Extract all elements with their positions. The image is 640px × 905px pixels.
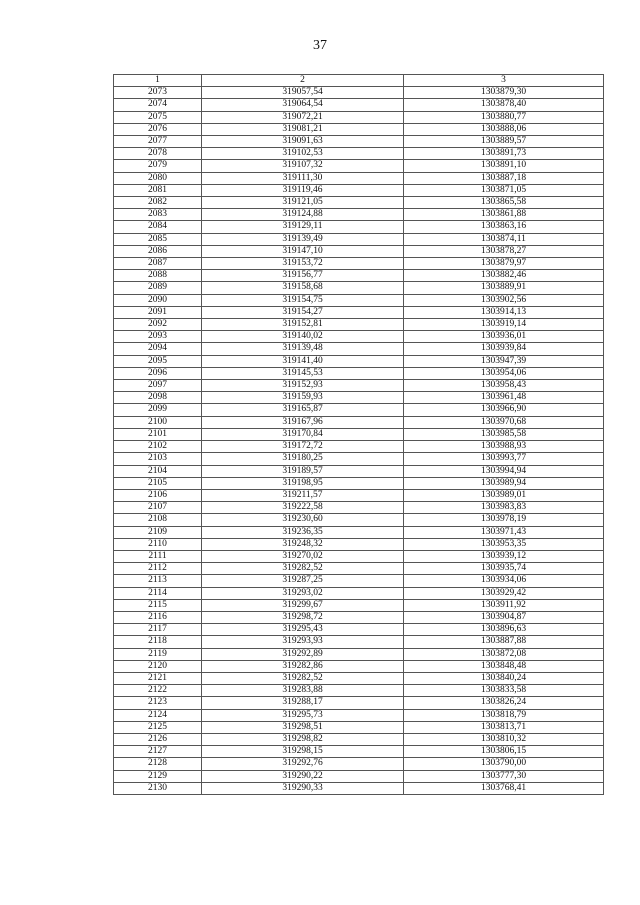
y-coordinate-cell: 1303983,83 xyxy=(404,502,604,514)
x-coordinate-cell: 319295,73 xyxy=(202,709,404,721)
x-coordinate-cell: 319298,51 xyxy=(202,721,404,733)
point-number-cell: 2096 xyxy=(114,367,202,379)
y-coordinate-cell: 1303888,06 xyxy=(404,123,604,135)
y-coordinate-cell: 1303833,58 xyxy=(404,685,604,697)
x-coordinate-cell: 319198,95 xyxy=(202,477,404,489)
point-number-cell: 2079 xyxy=(114,160,202,172)
table-row xyxy=(114,282,604,294)
table-row xyxy=(114,380,604,392)
x-coordinate-cell: 319156,77 xyxy=(202,270,404,282)
x-coordinate-cell: 319295,43 xyxy=(202,624,404,636)
point-number-cell: 2125 xyxy=(114,721,202,733)
table-row xyxy=(114,563,604,575)
x-coordinate-cell: 319292,89 xyxy=(202,648,404,660)
y-coordinate-cell: 1303936,01 xyxy=(404,331,604,343)
point-number-cell: 2117 xyxy=(114,624,202,636)
point-number-cell: 2084 xyxy=(114,221,202,233)
y-coordinate-cell: 1303935,74 xyxy=(404,563,604,575)
y-coordinate-cell: 1303810,32 xyxy=(404,733,604,745)
y-coordinate-cell: 1303813,71 xyxy=(404,721,604,733)
point-number-cell: 2123 xyxy=(114,697,202,709)
x-coordinate-cell: 319236,35 xyxy=(202,526,404,538)
table-row xyxy=(114,538,604,550)
y-coordinate-cell: 1303989,01 xyxy=(404,489,604,501)
x-coordinate-cell: 319139,49 xyxy=(202,233,404,245)
point-number-cell: 2078 xyxy=(114,148,202,160)
table-row xyxy=(114,502,604,514)
point-number-cell: 2118 xyxy=(114,636,202,648)
point-number-cell: 2113 xyxy=(114,575,202,587)
point-number-cell: 2109 xyxy=(114,526,202,538)
table-row xyxy=(114,343,604,355)
column-header-point-number: 1 xyxy=(114,75,202,87)
y-coordinate-cell: 1303878,40 xyxy=(404,99,604,111)
point-number-cell: 2080 xyxy=(114,172,202,184)
y-coordinate-cell: 1303863,16 xyxy=(404,221,604,233)
y-coordinate-cell: 1303970,68 xyxy=(404,416,604,428)
x-coordinate-cell: 319154,27 xyxy=(202,306,404,318)
table-row xyxy=(114,87,604,99)
table-row xyxy=(114,148,604,160)
table-row xyxy=(114,624,604,636)
point-number-cell: 2115 xyxy=(114,599,202,611)
point-number-cell: 2108 xyxy=(114,514,202,526)
x-coordinate-cell: 319283,88 xyxy=(202,685,404,697)
table-row xyxy=(114,648,604,660)
x-coordinate-cell: 319091,63 xyxy=(202,136,404,148)
y-coordinate-cell: 1303880,77 xyxy=(404,111,604,123)
point-number-cell: 2129 xyxy=(114,770,202,782)
y-coordinate-cell: 1303889,91 xyxy=(404,282,604,294)
y-coordinate-cell: 1303874,11 xyxy=(404,233,604,245)
table-row xyxy=(114,197,604,209)
point-number-cell: 2121 xyxy=(114,672,202,684)
point-number-cell: 2124 xyxy=(114,709,202,721)
x-coordinate-cell: 319147,10 xyxy=(202,245,404,257)
table-row xyxy=(114,733,604,745)
table-row xyxy=(114,270,604,282)
point-number-cell: 2087 xyxy=(114,258,202,270)
x-coordinate-cell: 319282,86 xyxy=(202,660,404,672)
y-coordinate-cell: 1303889,57 xyxy=(404,136,604,148)
table-row xyxy=(114,782,604,794)
x-coordinate-cell: 319153,72 xyxy=(202,258,404,270)
point-number-cell: 2120 xyxy=(114,660,202,672)
page-number: 37 xyxy=(313,38,327,53)
x-coordinate-cell: 319222,58 xyxy=(202,502,404,514)
point-number-cell: 2093 xyxy=(114,331,202,343)
y-coordinate-cell: 1303887,88 xyxy=(404,636,604,648)
point-number-cell: 2089 xyxy=(114,282,202,294)
table-row xyxy=(114,672,604,684)
point-number-cell: 2081 xyxy=(114,184,202,196)
point-number-cell: 2097 xyxy=(114,380,202,392)
y-coordinate-cell: 1303840,24 xyxy=(404,672,604,684)
column-header-x-coordinate: 2 xyxy=(202,75,404,87)
y-coordinate-cell: 1303939,12 xyxy=(404,550,604,562)
point-number-cell: 2111 xyxy=(114,550,202,562)
x-coordinate-cell: 319288,17 xyxy=(202,697,404,709)
table-row xyxy=(114,599,604,611)
point-number-cell: 2130 xyxy=(114,782,202,794)
point-number-cell: 2075 xyxy=(114,111,202,123)
table-row xyxy=(114,221,604,233)
y-coordinate-cell: 1303826,24 xyxy=(404,697,604,709)
x-coordinate-cell: 319165,87 xyxy=(202,404,404,416)
table-row xyxy=(114,319,604,331)
point-number-cell: 2100 xyxy=(114,416,202,428)
x-coordinate-cell: 319298,72 xyxy=(202,611,404,623)
point-number-cell: 2126 xyxy=(114,733,202,745)
table-body xyxy=(114,87,604,795)
point-number-cell: 2091 xyxy=(114,306,202,318)
y-coordinate-cell: 1303818,79 xyxy=(404,709,604,721)
y-coordinate-cell: 1303891,73 xyxy=(404,148,604,160)
coordinates-table xyxy=(113,74,604,795)
table-row xyxy=(114,123,604,135)
x-coordinate-cell: 319102,53 xyxy=(202,148,404,160)
point-number-cell: 2102 xyxy=(114,441,202,453)
x-coordinate-cell: 319154,75 xyxy=(202,294,404,306)
table-row xyxy=(114,489,604,501)
x-coordinate-cell: 319152,81 xyxy=(202,319,404,331)
table-row xyxy=(114,367,604,379)
point-number-cell: 2082 xyxy=(114,197,202,209)
point-number-cell: 2099 xyxy=(114,404,202,416)
table-row xyxy=(114,709,604,721)
y-coordinate-cell: 1303966,90 xyxy=(404,404,604,416)
x-coordinate-cell: 319293,02 xyxy=(202,587,404,599)
y-coordinate-cell: 1303994,94 xyxy=(404,465,604,477)
table-row xyxy=(114,660,604,672)
y-coordinate-cell: 1303865,58 xyxy=(404,197,604,209)
y-coordinate-cell: 1303806,15 xyxy=(404,746,604,758)
point-number-cell: 2077 xyxy=(114,136,202,148)
table-row xyxy=(114,514,604,526)
point-number-cell: 2090 xyxy=(114,294,202,306)
x-coordinate-cell: 319282,52 xyxy=(202,672,404,684)
y-coordinate-cell: 1303953,35 xyxy=(404,538,604,550)
point-number-cell: 2103 xyxy=(114,453,202,465)
table-row xyxy=(114,245,604,257)
x-coordinate-cell: 319129,11 xyxy=(202,221,404,233)
table-row xyxy=(114,160,604,172)
x-coordinate-cell: 319081,21 xyxy=(202,123,404,135)
y-coordinate-cell: 1303947,39 xyxy=(404,355,604,367)
table-row xyxy=(114,721,604,733)
table-row xyxy=(114,685,604,697)
x-coordinate-cell: 319292,76 xyxy=(202,758,404,770)
y-coordinate-cell: 1303902,56 xyxy=(404,294,604,306)
point-number-cell: 2107 xyxy=(114,502,202,514)
x-coordinate-cell: 319189,57 xyxy=(202,465,404,477)
y-coordinate-cell: 1303929,42 xyxy=(404,587,604,599)
y-coordinate-cell: 1303891,10 xyxy=(404,160,604,172)
point-number-cell: 2088 xyxy=(114,270,202,282)
point-number-cell: 2105 xyxy=(114,477,202,489)
x-coordinate-cell: 319298,82 xyxy=(202,733,404,745)
point-number-cell: 2092 xyxy=(114,319,202,331)
y-coordinate-cell: 1303934,06 xyxy=(404,575,604,587)
y-coordinate-cell: 1303988,93 xyxy=(404,441,604,453)
point-number-cell: 2104 xyxy=(114,465,202,477)
y-coordinate-cell: 1303954,06 xyxy=(404,367,604,379)
x-coordinate-cell: 319299,67 xyxy=(202,599,404,611)
point-number-cell: 2076 xyxy=(114,123,202,135)
point-number-cell: 2086 xyxy=(114,245,202,257)
table-row xyxy=(114,441,604,453)
y-coordinate-cell: 1303958,43 xyxy=(404,380,604,392)
x-coordinate-cell: 319139,48 xyxy=(202,343,404,355)
table-row xyxy=(114,136,604,148)
table-row xyxy=(114,111,604,123)
table-row xyxy=(114,404,604,416)
x-coordinate-cell: 319180,25 xyxy=(202,453,404,465)
x-coordinate-cell: 319152,93 xyxy=(202,380,404,392)
table-row xyxy=(114,428,604,440)
y-coordinate-cell: 1303777,30 xyxy=(404,770,604,782)
table-row xyxy=(114,746,604,758)
x-coordinate-cell: 319159,93 xyxy=(202,392,404,404)
y-coordinate-cell: 1303861,88 xyxy=(404,209,604,221)
x-coordinate-cell: 319298,15 xyxy=(202,746,404,758)
x-coordinate-cell: 319145,53 xyxy=(202,367,404,379)
x-coordinate-cell: 319107,32 xyxy=(202,160,404,172)
x-coordinate-cell: 319141,40 xyxy=(202,355,404,367)
x-coordinate-cell: 319064,54 xyxy=(202,99,404,111)
table-row xyxy=(114,392,604,404)
table-row xyxy=(114,416,604,428)
table-row xyxy=(114,611,604,623)
table-row xyxy=(114,697,604,709)
point-number-cell: 2083 xyxy=(114,209,202,221)
table-row xyxy=(114,306,604,318)
point-number-cell: 2095 xyxy=(114,355,202,367)
y-coordinate-cell: 1303878,27 xyxy=(404,245,604,257)
point-number-cell: 2094 xyxy=(114,343,202,355)
point-number-cell: 2085 xyxy=(114,233,202,245)
table-row xyxy=(114,526,604,538)
y-coordinate-cell: 1303904,87 xyxy=(404,611,604,623)
table-row xyxy=(114,172,604,184)
x-coordinate-cell: 319172,72 xyxy=(202,441,404,453)
x-coordinate-cell: 319124,88 xyxy=(202,209,404,221)
table-row xyxy=(114,636,604,648)
column-header-y-coordinate: 3 xyxy=(404,75,604,87)
x-coordinate-cell: 319167,96 xyxy=(202,416,404,428)
point-number-cell: 2112 xyxy=(114,563,202,575)
table-row xyxy=(114,758,604,770)
point-number-cell: 2073 xyxy=(114,87,202,99)
x-coordinate-cell: 319287,25 xyxy=(202,575,404,587)
y-coordinate-cell: 1303887,18 xyxy=(404,172,604,184)
table-row xyxy=(114,587,604,599)
point-number-cell: 2098 xyxy=(114,392,202,404)
table-row xyxy=(114,575,604,587)
y-coordinate-cell: 1303882,46 xyxy=(404,270,604,282)
x-coordinate-cell: 319270,02 xyxy=(202,550,404,562)
x-coordinate-cell: 319248,32 xyxy=(202,538,404,550)
table-row xyxy=(114,355,604,367)
x-coordinate-cell: 319293,93 xyxy=(202,636,404,648)
point-number-cell: 2116 xyxy=(114,611,202,623)
y-coordinate-cell: 1303985,58 xyxy=(404,428,604,440)
table-row xyxy=(114,99,604,111)
x-coordinate-cell: 319119,46 xyxy=(202,184,404,196)
x-coordinate-cell: 319290,33 xyxy=(202,782,404,794)
table-header-row xyxy=(114,75,604,87)
x-coordinate-cell: 319158,68 xyxy=(202,282,404,294)
table-row xyxy=(114,550,604,562)
point-number-cell: 2128 xyxy=(114,758,202,770)
table-row xyxy=(114,258,604,270)
y-coordinate-cell: 1303961,48 xyxy=(404,392,604,404)
table-row xyxy=(114,453,604,465)
y-coordinate-cell: 1303872,08 xyxy=(404,648,604,660)
y-coordinate-cell: 1303871,05 xyxy=(404,184,604,196)
y-coordinate-cell: 1303768,41 xyxy=(404,782,604,794)
table-row xyxy=(114,233,604,245)
y-coordinate-cell: 1303978,19 xyxy=(404,514,604,526)
x-coordinate-cell: 319140,02 xyxy=(202,331,404,343)
x-coordinate-cell: 319282,52 xyxy=(202,563,404,575)
table-row xyxy=(114,209,604,221)
x-coordinate-cell: 319111,30 xyxy=(202,172,404,184)
table-row xyxy=(114,294,604,306)
point-number-cell: 2106 xyxy=(114,489,202,501)
point-number-cell: 2119 xyxy=(114,648,202,660)
y-coordinate-cell: 1303879,97 xyxy=(404,258,604,270)
table-row xyxy=(114,184,604,196)
x-coordinate-cell: 319072,21 xyxy=(202,111,404,123)
y-coordinate-cell: 1303879,30 xyxy=(404,87,604,99)
x-coordinate-cell: 319290,22 xyxy=(202,770,404,782)
point-number-cell: 2110 xyxy=(114,538,202,550)
y-coordinate-cell: 1303989,94 xyxy=(404,477,604,489)
y-coordinate-cell: 1303911,92 xyxy=(404,599,604,611)
table-row xyxy=(114,770,604,782)
x-coordinate-cell: 319057,54 xyxy=(202,87,404,99)
table-row xyxy=(114,465,604,477)
y-coordinate-cell: 1303848,48 xyxy=(404,660,604,672)
y-coordinate-cell: 1303896,63 xyxy=(404,624,604,636)
x-coordinate-cell: 319121,05 xyxy=(202,197,404,209)
y-coordinate-cell: 1303993,77 xyxy=(404,453,604,465)
y-coordinate-cell: 1303919,14 xyxy=(404,319,604,331)
point-number-cell: 2114 xyxy=(114,587,202,599)
y-coordinate-cell: 1303939,84 xyxy=(404,343,604,355)
point-number-cell: 2101 xyxy=(114,428,202,440)
table-row xyxy=(114,477,604,489)
point-number-cell: 2074 xyxy=(114,99,202,111)
y-coordinate-cell: 1303971,43 xyxy=(404,526,604,538)
y-coordinate-cell: 1303914,13 xyxy=(404,306,604,318)
point-number-cell: 2122 xyxy=(114,685,202,697)
x-coordinate-cell: 319230,60 xyxy=(202,514,404,526)
x-coordinate-cell: 319170,84 xyxy=(202,428,404,440)
table-row xyxy=(114,331,604,343)
y-coordinate-cell: 1303790,00 xyxy=(404,758,604,770)
point-number-cell: 2127 xyxy=(114,746,202,758)
x-coordinate-cell: 319211,57 xyxy=(202,489,404,501)
